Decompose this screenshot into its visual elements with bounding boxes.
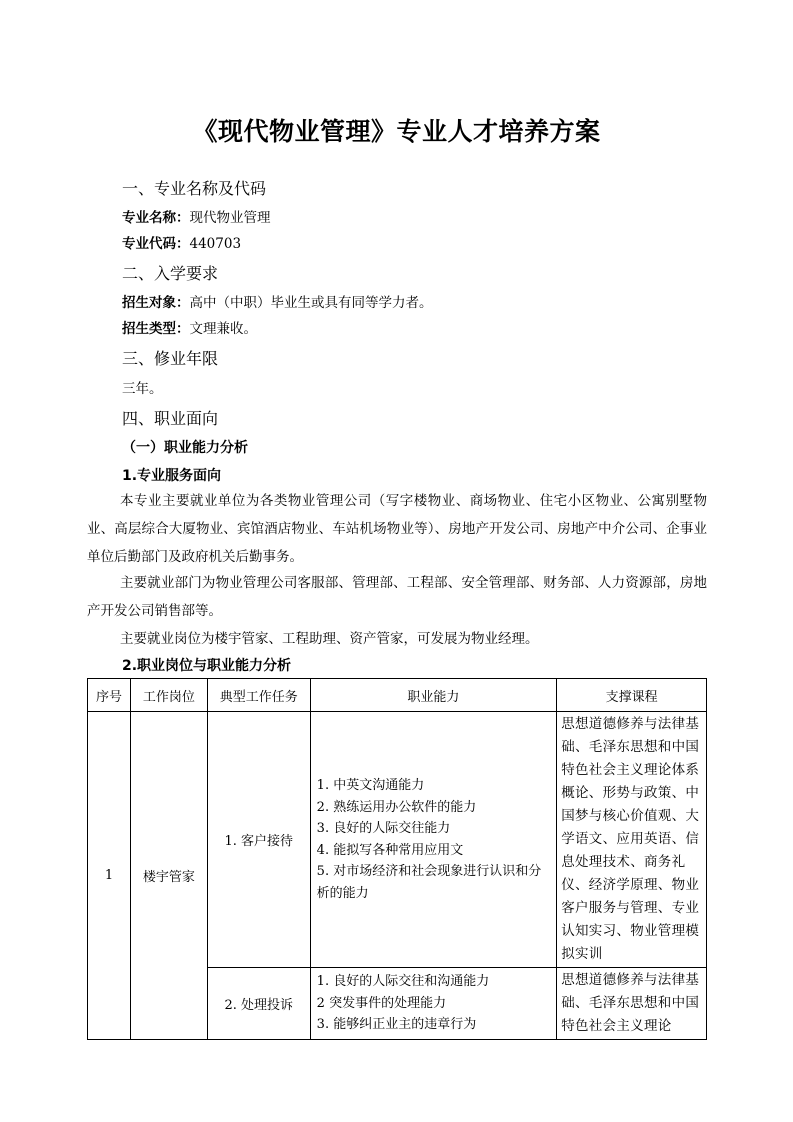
header-index: 序号 [88, 679, 131, 712]
section-heading-4: 四、职业面向 [122, 409, 219, 428]
subsubsection-heading-2: 2.职业岗位与职业能力分析 [122, 658, 292, 674]
ability-item: 1. 良好的人际交往和沟通能力 [316, 974, 490, 990]
ability-item: 2. 熟练运用办公软件的能力 [316, 799, 477, 815]
courses-cell: 思想道德修养与法律基础、毛泽东思想和中国特色社会主义理论体系概论、形势与政策、中国梦与核心价值观、大学语文、应用英语、信息处理技术、商务礼仪、经济学原理、物业客户服务与管理、专业认知实习、物业管理模拟实训 [557, 712, 707, 968]
enrollment-target-value: 高中（中职）毕业生或具有同等学力者。 [189, 295, 433, 311]
table-header-row [88, 679, 707, 712]
paragraph-departments: 主要就业部门为物业管理公司客服部、管理部、工程部、安全管理部、财务部、人力资源部，房地产开发公司销售部等。 [87, 575, 707, 619]
major-name-value: 现代物业管理 [189, 210, 271, 226]
courses-cell: 思想道德修养与法律基础、毛泽东思想和中国特色社会主义理论 [557, 968, 707, 1040]
ability-item: 3. 良好的人际交往能力 [316, 821, 451, 836]
subsubsection-heading-1: 1.专业服务面向 [122, 468, 222, 484]
enrollment-target-label: 招生对象： [122, 295, 190, 311]
ability-item: 5. 对市场经济和社会现象进行认识和分析的能力 [316, 864, 542, 901]
section-heading-2: 二、入学要求 [122, 264, 219, 283]
row-index: 1 [88, 712, 131, 1040]
header-ability: 职业能力 [310, 679, 557, 712]
study-duration: 三年。 [122, 381, 163, 397]
header-courses: 支撑课程 [557, 679, 707, 712]
job-ability-table [87, 678, 707, 1040]
major-code-value: 440703 [189, 236, 242, 252]
paragraph-employers: 本专业主要就业单位为各类物业管理公司（写字楼物业、商场物业、住宅小区物业、公寓别墅物业、高层综合大厦物业、宾馆酒店物业、车站机场物业等）、房地产开发公司、房地产中介公司、企事业单位后勤部门及政府机关后勤事务。 [87, 493, 707, 565]
enrollment-type-label: 招生类型： [122, 321, 190, 337]
ability-item: 4. 能拟写各种常用应用文 [316, 842, 464, 858]
paragraph-positions: 主要就业岗位为楼宇管家、工程助理、资产管家，可发展为物业经理。 [120, 631, 539, 647]
header-position: 工作岗位 [130, 679, 207, 712]
ability-list [310, 712, 557, 968]
subsection-heading: （一）职业能力分析 [122, 440, 248, 456]
row-position: 楼宇管家 [130, 712, 207, 1040]
major-code-line [122, 232, 241, 252]
ability-item: 2 突发事件的处理能力 [316, 995, 447, 1011]
enrollment-type-value: 文理兼收。 [189, 321, 257, 337]
table-row [88, 712, 707, 968]
ability-item: 1. 中英文沟通能力 [316, 778, 425, 793]
ability-list [310, 968, 557, 1040]
task-cell: 1. 客户接待 [207, 712, 310, 968]
task-cell: 2. 处理投诉 [207, 968, 310, 1040]
enrollment-target-line [122, 291, 433, 311]
section-heading-3: 三、修业年限 [122, 349, 219, 368]
major-code-label: 专业代码： [122, 236, 190, 252]
ability-item: 3. 能够纠正业主的违章行为 [316, 1017, 477, 1033]
section-heading-1: 一、专业名称及代码 [122, 179, 267, 198]
major-name-label: 专业名称： [122, 210, 190, 226]
document-title: 《现代物业管理》专业人才培养方案 [192, 117, 601, 146]
enrollment-type-line [122, 317, 257, 337]
header-task: 典型工作任务 [207, 679, 310, 712]
major-name-line [122, 206, 271, 226]
